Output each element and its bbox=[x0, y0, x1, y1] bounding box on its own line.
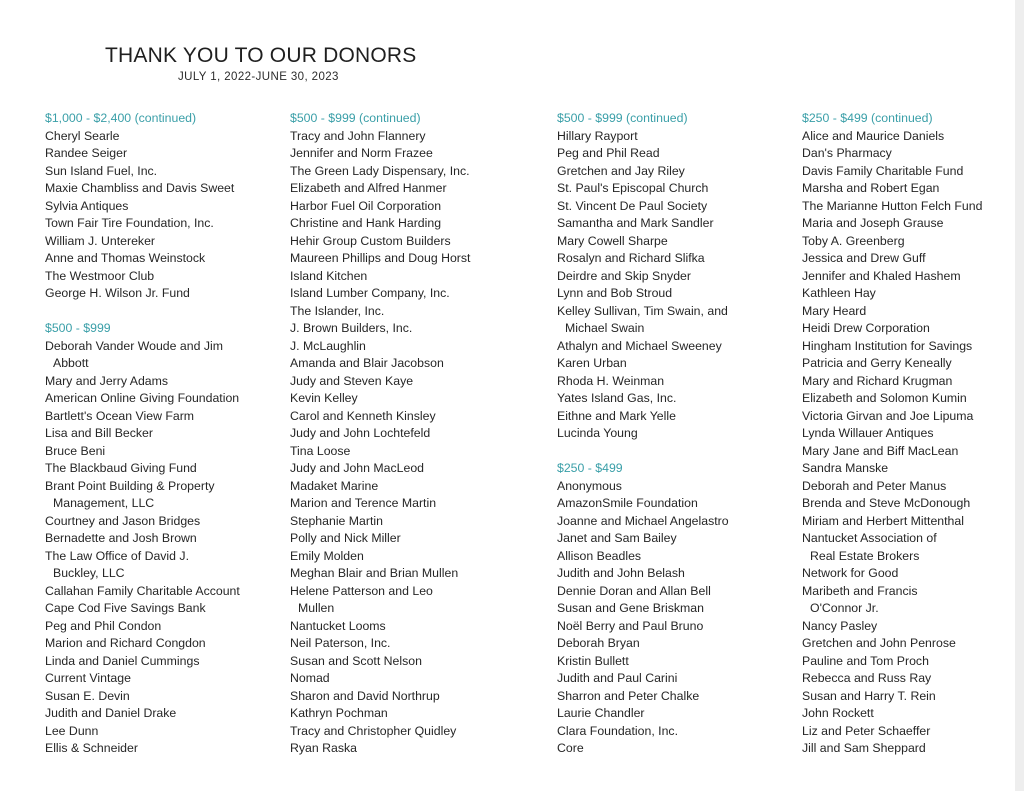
donor-name: Maxie Chambliss and Davis Sweet bbox=[45, 181, 235, 195]
donor-name: Jennifer and Khaled Hashem bbox=[802, 268, 961, 283]
donor-name: Island Lumber Company, Inc. bbox=[290, 286, 450, 300]
donor-name: Abbott bbox=[53, 356, 89, 370]
donor-name: Kathleen Hay bbox=[802, 286, 876, 300]
donor-name: Jill and Sam Sheppard bbox=[802, 741, 926, 755]
donor-name: Tracy and John Flannery bbox=[290, 128, 426, 143]
donor-name: The Law Office of David J. bbox=[45, 548, 189, 563]
donor-name: Judy and John MacLeod bbox=[290, 461, 424, 475]
donor-name: Judith and Daniel Drake bbox=[45, 706, 177, 720]
donor-name: Christine and Hank Harding bbox=[290, 216, 442, 230]
donor-name: Heidi Drew Corporation bbox=[802, 321, 930, 335]
donor-name: Marion and Terence Martin bbox=[290, 496, 437, 510]
giving-level-section bbox=[45, 320, 285, 758]
donor-name: Susan E. Devin bbox=[45, 688, 130, 703]
donor-name: Sharron and Peter Chalke bbox=[557, 688, 700, 703]
donor-name: Bartlett's Ocean View Farm bbox=[45, 408, 195, 423]
donor-name: Gretchen and John Penrose bbox=[802, 636, 956, 650]
donor-name: William J. Untereker bbox=[45, 233, 156, 248]
donor-name: Deborah Vander Woude and Jim bbox=[45, 338, 223, 353]
donor-name: Kelley Sullivan, Tim Swain, and bbox=[557, 303, 728, 318]
donor-name: American Online Giving Foundation bbox=[45, 391, 240, 405]
giving-level-section bbox=[290, 110, 530, 758]
giving-level-section bbox=[45, 110, 285, 303]
donor-name: Callahan Family Charitable Account bbox=[45, 583, 240, 598]
donor-name: AmazonSmile Foundation bbox=[557, 496, 698, 510]
donor-name: Sylvia Antiques bbox=[45, 198, 129, 213]
donor-name: Toby A. Greenberg bbox=[802, 233, 905, 248]
donor-name: Davis Family Charitable Fund bbox=[802, 163, 964, 178]
donor-name: Allison Beadles bbox=[557, 548, 642, 563]
donor-name: Judy and Steven Kaye bbox=[290, 373, 414, 388]
donor-name: Sharon and David Northrup bbox=[290, 688, 440, 703]
donor-column-1 bbox=[45, 110, 285, 775]
donor-name: Susan and Scott Nelson bbox=[290, 653, 422, 668]
donor-name: Mary Jane and Biff MacLean bbox=[802, 443, 959, 458]
donor-name: Maribeth and Francis bbox=[802, 583, 918, 598]
donor-name: The Westmoor Club bbox=[45, 268, 155, 283]
donor-name: Jennifer and Norm Frazee bbox=[290, 146, 433, 160]
donor-name: St. Vincent De Paul Society bbox=[557, 198, 708, 213]
donor-name: Hingham Institution for Savings bbox=[802, 338, 973, 353]
donor-name: Bernadette and Josh Brown bbox=[45, 531, 197, 545]
donor-name: Dan's Pharmacy bbox=[802, 146, 892, 160]
donor-name: Tina Loose bbox=[290, 443, 351, 458]
donor-name: Kevin Kelley bbox=[290, 391, 358, 405]
donor-name: J. Brown Builders, Inc. bbox=[290, 321, 413, 335]
donor-name: Mullen bbox=[298, 601, 335, 615]
donor-name: Pauline and Tom Proch bbox=[802, 653, 929, 668]
donor-name: Sandra Manske bbox=[802, 461, 889, 475]
donor-name: Elizabeth and Alfred Hanmer bbox=[290, 181, 447, 195]
donor-name: Deborah and Peter Manus bbox=[802, 478, 947, 493]
donor-name: Nantucket Looms bbox=[290, 618, 386, 633]
donor-name: Nantucket Association of bbox=[802, 531, 937, 545]
donor-name: Cape Cod Five Savings Bank bbox=[45, 601, 206, 615]
donor-name: Marion and Richard Congdon bbox=[45, 636, 206, 650]
donor-name: Linda and Daniel Cummings bbox=[45, 653, 200, 668]
donor-name: Clara Foundation, Inc. bbox=[557, 723, 678, 738]
donor-name: The Blackbaud Giving Fund bbox=[45, 461, 197, 475]
donor-name: Madaket Marine bbox=[290, 478, 379, 493]
donor-name: The Green Lady Dispensary, Inc. bbox=[290, 163, 470, 178]
donor-name: Yates Island Gas, Inc. bbox=[557, 391, 677, 405]
donor-name: O'Connor Jr. bbox=[810, 601, 879, 615]
donor-name: Meghan Blair and Brian Mullen bbox=[290, 566, 459, 580]
donor-name: Maria and Joseph Grause bbox=[802, 216, 944, 230]
giving-level-heading: $500 - $999 (continued) bbox=[290, 111, 421, 125]
donor-name: Brenda and Steve McDonough bbox=[802, 496, 971, 510]
donor-name: Management, LLC bbox=[53, 496, 155, 510]
giving-level-section bbox=[557, 460, 797, 758]
donor-name: Judith and Paul Carini bbox=[557, 671, 678, 685]
donor-name: Rhoda H. Weinman bbox=[557, 373, 665, 388]
donor-name: Real Estate Brokers bbox=[810, 548, 920, 563]
donor-name: Laurie Chandler bbox=[557, 706, 645, 720]
donor-name: Anne and Thomas Weinstock bbox=[45, 251, 206, 265]
donor-name: Anonymous bbox=[557, 478, 622, 493]
donor-name: Samantha and Mark Sandler bbox=[557, 216, 714, 230]
donor-name: Lucinda Young bbox=[557, 426, 638, 440]
donor-name: Nancy Pasley bbox=[802, 618, 878, 633]
donor-name: Judith and John Belash bbox=[557, 566, 685, 580]
donor-name: Stephanie Martin bbox=[290, 513, 383, 528]
donor-name: Core bbox=[557, 741, 584, 755]
donor-column-4 bbox=[802, 110, 1024, 775]
donor-name: Peg and Phil Read bbox=[557, 146, 660, 160]
donor-name: Harbor Fuel Oil Corporation bbox=[290, 198, 442, 213]
date-range-subtitle: JULY 1, 2022-JUNE 30, 2023 bbox=[178, 71, 339, 83]
donor-name: Hillary Rayport bbox=[557, 128, 638, 143]
donor-name: Mary Heard bbox=[802, 303, 867, 318]
donor-name: Mary and Richard Krugman bbox=[802, 373, 953, 388]
donor-name: Peg and Phil Condon bbox=[45, 618, 162, 633]
donor-name: Brant Point Building & Property bbox=[45, 478, 215, 493]
donor-name: Rosalyn and Richard Slifka bbox=[557, 251, 705, 265]
donor-name: Polly and Nick Miller bbox=[290, 531, 401, 545]
donor-name: Sun Island Fuel, Inc. bbox=[45, 163, 158, 178]
donor-name: Nomad bbox=[290, 671, 330, 685]
donor-name: Amanda and Blair Jacobson bbox=[290, 356, 444, 370]
donor-name: Mary Cowell Sharpe bbox=[557, 233, 668, 248]
donor-name: Marsha and Robert Egan bbox=[802, 181, 940, 195]
donor-name: Island Kitchen bbox=[290, 268, 368, 283]
donor-name: Lynda Willauer Antiques bbox=[802, 426, 934, 440]
donor-name: Carol and Kenneth Kinsley bbox=[290, 408, 436, 423]
donor-name: Ryan Raska bbox=[290, 741, 357, 755]
donor-name: Ellis & Schneider bbox=[45, 741, 138, 755]
giving-level-heading: $250 - $499 bbox=[557, 461, 623, 475]
donor-name: Miriam and Herbert Mittenthal bbox=[802, 513, 964, 528]
donor-name: Courtney and Jason Bridges bbox=[45, 513, 201, 528]
donor-name: Gretchen and Jay Riley bbox=[557, 163, 685, 178]
donor-name: Eithne and Mark Yelle bbox=[557, 408, 676, 423]
donor-name: Hehir Group Custom Builders bbox=[290, 233, 451, 248]
donor-name: Emily Molden bbox=[290, 548, 364, 563]
donor-name: Liz and Peter Schaeffer bbox=[802, 723, 931, 738]
donor-name: Susan and Harry T. Rein bbox=[802, 688, 936, 703]
donor-name: Jessica and Drew Guff bbox=[802, 251, 926, 265]
donor-name: The Marianne Hutton Felch Fund bbox=[802, 198, 983, 213]
donor-name: Current Vintage bbox=[45, 671, 131, 685]
donor-name: Bruce Beni bbox=[45, 443, 106, 458]
giving-level-section bbox=[557, 110, 797, 443]
donor-name: Susan and Gene Briskman bbox=[557, 601, 704, 615]
donor-name: Lisa and Bill Becker bbox=[45, 426, 153, 440]
donor-name: Alice and Maurice Daniels bbox=[802, 128, 945, 143]
donor-name: Rebecca and Russ Ray bbox=[802, 671, 932, 685]
donor-name: Patricia and Gerry Keneally bbox=[802, 356, 952, 370]
giving-level-heading: $500 - $999 (continued) bbox=[557, 111, 688, 125]
donor-name: Network for Good bbox=[802, 566, 899, 580]
donor-name: Victoria Girvan and Joe Lipuma bbox=[802, 408, 974, 423]
donor-column-3 bbox=[557, 110, 797, 775]
page-title: THANK YOU TO OUR DONORS bbox=[105, 44, 417, 67]
donor-name: Mary and Jerry Adams bbox=[45, 373, 169, 388]
donor-name: Kathryn Pochman bbox=[290, 706, 388, 720]
donor-name: Joanne and Michael Angelastro bbox=[557, 513, 729, 528]
donor-name: Dennie Doran and Allan Bell bbox=[557, 583, 711, 598]
donor-name: Elizabeth and Solomon Kumin bbox=[802, 391, 967, 405]
donor-name: Kristin Bullett bbox=[557, 653, 629, 668]
donor-name: St. Paul's Episcopal Church bbox=[557, 181, 709, 195]
donor-name: Buckley, LLC bbox=[53, 566, 125, 580]
donor-name: Michael Swain bbox=[565, 321, 645, 335]
donor-name: Deirdre and Skip Snyder bbox=[557, 268, 691, 283]
donor-name: Neil Paterson, Inc. bbox=[290, 636, 391, 650]
donor-name: Maureen Phillips and Doug Horst bbox=[290, 251, 471, 265]
donor-name: Tracy and Christopher Quidley bbox=[290, 723, 457, 738]
donor-name: Judy and John Lochtefeld bbox=[290, 426, 431, 440]
giving-level-heading: $500 - $999 bbox=[45, 321, 111, 335]
giving-level-section bbox=[802, 110, 1024, 758]
donor-name: George H. Wilson Jr. Fund bbox=[45, 286, 190, 300]
donor-name: The Islander, Inc. bbox=[290, 303, 385, 318]
donor-name: Deborah Bryan bbox=[557, 636, 640, 650]
donor-name: Randee Seiger bbox=[45, 146, 128, 160]
giving-level-heading: $250 - $499 (continued) bbox=[802, 111, 933, 125]
donor-name: Cheryl Searle bbox=[45, 128, 120, 143]
donor-name: Janet and Sam Bailey bbox=[557, 531, 677, 545]
donor-name: Lynn and Bob Stroud bbox=[557, 286, 673, 300]
donor-name: J. McLaughlin bbox=[290, 338, 366, 353]
donor-name: Noël Berry and Paul Bruno bbox=[557, 618, 704, 633]
donor-name: John Rockett bbox=[802, 706, 874, 720]
donor-name: Lee Dunn bbox=[45, 723, 99, 738]
donor-name: Town Fair Tire Foundation, Inc. bbox=[45, 216, 214, 230]
donor-name: Helene Patterson and Leo bbox=[290, 583, 433, 598]
donor-name: Karen Urban bbox=[557, 356, 627, 370]
donor-name: Athalyn and Michael Sweeney bbox=[557, 338, 722, 353]
giving-level-heading: $1,000 - $2,400 (continued) bbox=[45, 111, 197, 125]
donor-column-2 bbox=[290, 110, 530, 775]
